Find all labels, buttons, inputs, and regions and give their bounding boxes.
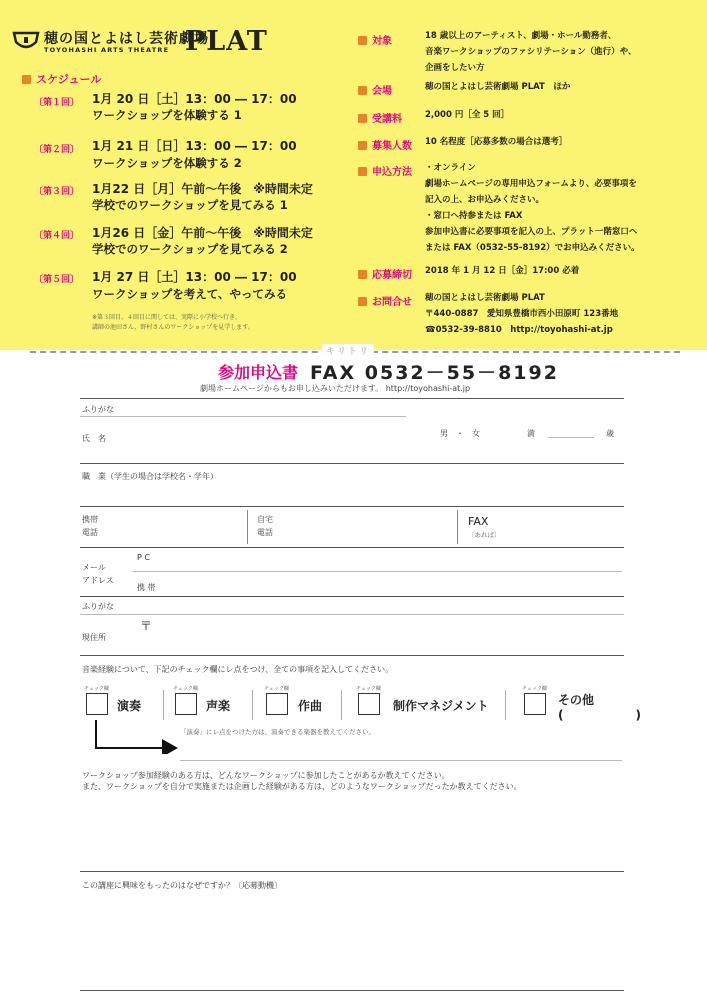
name-label: 氏 名	[82, 434, 106, 443]
postal-mark: 〒	[140, 619, 153, 633]
age-prefix: 満	[527, 429, 535, 438]
session-title: 学校でのワークショップを見てみる 2	[92, 242, 288, 256]
apply-line: ・オンライン	[425, 163, 476, 173]
instrument-rule	[180, 760, 622, 761]
target-label: 対象	[358, 32, 392, 47]
furigana-rule	[80, 416, 406, 417]
venue-value: 穂の国とよはし芸術劇場 PLAT ほか	[425, 82, 571, 92]
apply-label: 申込方法	[358, 163, 412, 178]
occupation-label: 職 業（学生の場合は学校名・学年）	[82, 472, 218, 481]
apply-line: ・窓口へ持参または FAX	[425, 211, 523, 221]
checkbox-other[interactable]	[524, 693, 546, 715]
name-input[interactable]	[130, 422, 410, 450]
check-divider	[505, 690, 506, 720]
mobile-label: 携帯	[82, 515, 98, 524]
form-rule	[80, 506, 624, 507]
instrument-note: 「演奏」にレ点をつけた方は、演奏できる楽器を教えてください。	[180, 728, 375, 736]
session-date: 1月26 日［金］午前～午後 ※時間未定	[92, 226, 313, 240]
schedule-heading: スケジュール	[22, 71, 101, 87]
home-phone-label-2: 電話	[257, 528, 273, 537]
capacity-label: 募集人数	[358, 137, 412, 152]
session-title: ワークショップを考えて、やってみる	[92, 287, 288, 301]
session-title: ワークショップを体験する 2	[92, 156, 242, 170]
mobile-email-label: 携 帯	[137, 583, 156, 592]
occupation-input[interactable]	[82, 484, 622, 504]
bullet-icon	[358, 114, 367, 123]
contact-value	[425, 290, 618, 338]
age-unit: 歳	[606, 429, 614, 438]
instrument-input[interactable]	[180, 739, 622, 759]
checkbox-vocal-label: 声楽	[206, 699, 231, 713]
email-divider	[132, 571, 622, 572]
address-input[interactable]	[160, 617, 620, 651]
apply-line: または FAX（0532-55-8192）でお申込みください。	[425, 243, 640, 253]
form-top-rule	[80, 398, 624, 399]
mobile-phone-input[interactable]	[110, 512, 240, 542]
contact-label: お問合せ	[358, 293, 412, 308]
checkbox-tag: チェック欄	[84, 686, 109, 692]
theatre-logo-icon	[12, 30, 40, 50]
checkbox-composition[interactable]	[266, 693, 288, 715]
bullet-icon	[358, 297, 367, 306]
fee-label: 受講料	[358, 110, 402, 125]
motivation-input[interactable]	[82, 895, 622, 985]
cut-label: キリトリ	[322, 344, 374, 357]
schedule-note	[92, 313, 254, 333]
form-rule	[80, 547, 624, 548]
email-label-2: アドレス	[82, 576, 114, 585]
deadline-label: 応募締切	[358, 266, 412, 281]
fax-number: FAX 0532－55－8192	[310, 362, 559, 384]
session-number: 〔第３回〕	[34, 187, 80, 197]
checkbox-management[interactable]	[358, 693, 380, 715]
capacity-value: 10 名程度［応募多数の場合は選考］	[425, 137, 568, 147]
check-divider	[163, 690, 164, 720]
address-furigana-label: ふりがな	[82, 602, 114, 611]
form-divider	[247, 510, 248, 544]
gender-options[interactable]: 男 ・ 女	[440, 429, 480, 438]
workshop-experience-question	[82, 770, 522, 792]
session-date: 1月 27 日［土］13：00 ― 17：00	[92, 270, 297, 284]
workshop-question-line: ワークショップ参加経験のある方は、どんなワークショップに参加したことがあるか教えてください。	[82, 771, 450, 780]
session-number: 〔第１回〕	[34, 98, 80, 108]
fax-input[interactable]	[505, 512, 620, 542]
target-line: 企画をしたい方	[425, 63, 485, 73]
contact-line: 〒440-0887 愛知県豊橋市西小田原町 123番地	[425, 309, 619, 319]
pc-email-label: P C	[137, 553, 150, 562]
session-number: 〔第２回〕	[34, 145, 80, 155]
workshop-question-line: また、ワークショップを自分で実施または企画した経験がある方は、どのようなワークショップだったか教えてください。	[82, 782, 522, 791]
plat-logo: PLAT	[185, 26, 268, 57]
target-value	[425, 28, 636, 76]
motivation-question: この講座に興味をもったのはなぜですか？〔応募動機〕	[82, 881, 282, 890]
session-title: 学校でのワークショップを見てみる 1	[92, 198, 288, 212]
bullet-icon	[358, 141, 367, 150]
address-label: 現住所	[82, 633, 106, 642]
form-rule	[80, 596, 624, 597]
age-input[interactable]	[548, 437, 594, 438]
bullet-icon	[358, 167, 367, 176]
session-title: ワークショップを体験する 1	[92, 108, 242, 122]
contact-line: 穂の国とよはし芸術劇場 PLAT	[425, 293, 545, 303]
session-date: 1月22 日［月］午前～午後 ※時間未定	[92, 182, 313, 196]
form-rule	[80, 614, 624, 615]
check-divider	[341, 690, 342, 720]
bullet-icon	[358, 86, 367, 95]
checkbox-tag: チェック欄	[356, 686, 381, 692]
furigana-label: ふりがな	[82, 405, 114, 414]
home-phone-label: 自宅	[257, 515, 273, 524]
email-label: メール	[82, 563, 106, 572]
address-furigana-input[interactable]	[130, 599, 620, 613]
mobile-label-2: 電話	[82, 528, 98, 537]
checkbox-vocal[interactable]	[175, 693, 197, 715]
other-input[interactable]: ( )	[558, 708, 641, 722]
form-rule	[80, 655, 624, 656]
checkbox-management-label: 制作マネジメント	[393, 699, 489, 713]
theatre-name-en: TOYOHASHI ARTS THEATRE	[44, 46, 170, 54]
pc-email-input[interactable]	[160, 551, 620, 569]
fax-label: FAX	[468, 515, 489, 528]
bullet-icon	[358, 270, 367, 279]
form-divider	[457, 510, 458, 544]
apply-line: 記入の上、お申込みください。	[425, 195, 545, 205]
checkbox-composition-label: 作曲	[298, 699, 323, 713]
theatre-name: 穂の国とよはし芸術劇場	[44, 31, 209, 47]
session-date: 1月 21 日［日］13：00 ― 17：00	[92, 139, 297, 153]
form-rule	[80, 463, 624, 464]
form-rule	[80, 871, 624, 872]
schedule-note-line: 講師の池田さん、野村さんのワークショップを見学します。	[92, 324, 254, 331]
fax-note: 〔あれば〕	[468, 531, 501, 539]
checkbox-tag: チェック欄	[522, 686, 547, 692]
furigana-input[interactable]	[150, 402, 400, 416]
form-bottom-rule	[80, 990, 624, 991]
session-number: 〔第５回〕	[34, 275, 80, 285]
checkbox-performance-label: 演奏	[117, 699, 142, 713]
schedule-note-line: ※第３回目、４回目に関しては、実際に小学校へ行き、	[92, 314, 241, 321]
fee-value: 2,000 円［全 5 回］	[425, 110, 510, 120]
form-title: 参加申込書	[218, 363, 299, 382]
checkbox-other-label: その他	[558, 693, 595, 707]
apply-line: 参加申込書に必要事項を記入の上、プラット一階窓口へ	[425, 227, 638, 237]
home-phone-input[interactable]	[285, 512, 450, 542]
session-date: 1月 20 日［土］13：00 ― 17：00	[92, 92, 297, 106]
deadline-value: 2018 年 1 月 12 日［金］17:00 必着	[425, 266, 580, 276]
bullet-icon	[22, 75, 31, 84]
venue-label: 会場	[358, 82, 392, 97]
checkbox-performance[interactable]	[86, 693, 108, 715]
check-divider	[252, 690, 253, 720]
apply-line: 劇場ホームページの専用申込フォームより、必要事項を	[425, 179, 637, 189]
music-experience-question: 音楽経験について、下記のチェック欄にレ点をつけ、全ての事項を記入してください。	[82, 665, 394, 674]
apply-value	[425, 160, 640, 256]
checkbox-tag: チェック欄	[264, 686, 289, 692]
mobile-email-input[interactable]	[165, 576, 620, 594]
checkbox-tag: チェック欄	[173, 686, 198, 692]
target-line: 音楽ワークショップのファシリテーション（進行）や、	[425, 47, 637, 57]
arrow-icon	[92, 720, 180, 754]
session-number: 〔第４回〕	[34, 231, 80, 241]
workshop-experience-input[interactable]	[82, 796, 622, 868]
target-line: 18 歳以上のアーティスト、劇場・ホール勤務者、	[425, 31, 617, 41]
bullet-icon	[358, 36, 367, 45]
contact-line: ☎0532-39-8810 http://toyohashi-at.jp	[425, 325, 613, 335]
form-subtitle: 劇場ホームページからもお申し込みいただけます。 http://toyohashi-at.jp	[200, 384, 471, 393]
